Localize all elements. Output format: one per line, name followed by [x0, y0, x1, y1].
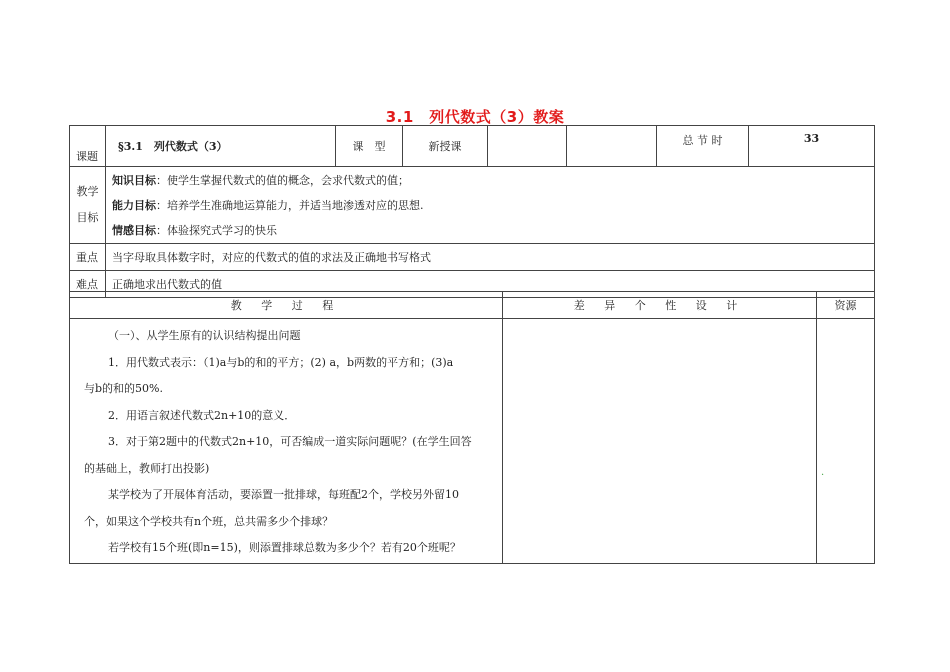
- goals-content: [106, 167, 875, 244]
- process-line: 与b的和的50%.: [84, 382, 163, 395]
- goal-emotion-text: ：体验探究式学习的快乐: [156, 223, 277, 237]
- key-point-label: 重点: [70, 244, 106, 271]
- process-line: 某学校为了开展体育活动，要添置一批排球，每班配2个，学校另外留10: [108, 488, 459, 501]
- goal-ability-name: 能力目标: [112, 198, 156, 212]
- goal-emotion: [112, 218, 868, 243]
- goals-label-line1: 教学: [76, 185, 99, 198]
- goals-row: [70, 167, 875, 244]
- resource-content: [817, 319, 875, 564]
- type-value: 新授课: [403, 126, 488, 167]
- process-line: 的基础上，教师打出投影): [84, 461, 210, 475]
- header-row: [70, 126, 875, 167]
- goal-knowledge-name: 知识目标: [112, 173, 156, 187]
- hours-value: 33: [749, 126, 875, 167]
- process-line: 个，如果这个学校共有n个班，总共需多少个排球？: [84, 514, 334, 528]
- design-column-header: 差 异 个 性 设 计: [503, 292, 817, 319]
- process-table: [69, 291, 875, 564]
- goal-ability-text: ：培养学生准确地运算能力，并适当地渗透对应的思想.: [156, 198, 424, 212]
- goals-label-line2: 目标: [76, 211, 99, 224]
- process-line: 3．对于第2题中的代数式2n+10，可否编成一道实际问题呢？(在学生回答: [108, 435, 472, 448]
- difficulty-label: 难点: [70, 271, 106, 298]
- key-point-text: 当字母取具体数字时，对应的代数式的值的求法及正确地书写格式: [106, 244, 875, 271]
- goal-emotion-name: 情感目标: [112, 223, 156, 237]
- topic-label: 课题: [70, 126, 106, 167]
- design-content: [503, 319, 817, 564]
- process-column-header: 教 学 过 程: [70, 292, 503, 319]
- hours-label: 总 节 时: [657, 126, 749, 167]
- goal-knowledge-text: ：使学生掌握代数式的值的概念，会求代数式的值；: [156, 173, 409, 187]
- process-line: 2．用语言叙述代数式2n+10的意义．: [108, 408, 296, 422]
- blank-cell-1: [488, 126, 567, 167]
- goal-knowledge: [112, 168, 868, 193]
- type-label: 课 型: [336, 126, 403, 167]
- topic-value: §3.1 列代数式（3）: [106, 126, 336, 167]
- document-title: 3.1 列代数式（3）教案: [385, 108, 565, 126]
- process-line: 若学校有15个班(即n=15)，则添置排球总数为多少个？若有20个班呢？: [108, 541, 461, 554]
- goal-ability: [112, 193, 868, 218]
- process-line: 1．用代数式表示：（1)a与b的和的平方；(2) a，b两数的平方和；(3)a: [108, 355, 454, 369]
- process-line: （一）、从学生原有的认识结构提出问题: [108, 329, 301, 342]
- process-content: [70, 319, 503, 564]
- process-header-row: [70, 292, 875, 319]
- blank-cell-2: [567, 126, 657, 167]
- stray-dot-mark: ·: [821, 470, 825, 481]
- key-point-row: [70, 244, 875, 271]
- process-body-row: [70, 319, 875, 564]
- difficulty-text: 正确地求出代数式的值: [106, 271, 875, 298]
- lesson-plan-table: [69, 125, 875, 298]
- goals-label: [70, 167, 106, 244]
- resource-column-header: 资源: [817, 292, 875, 319]
